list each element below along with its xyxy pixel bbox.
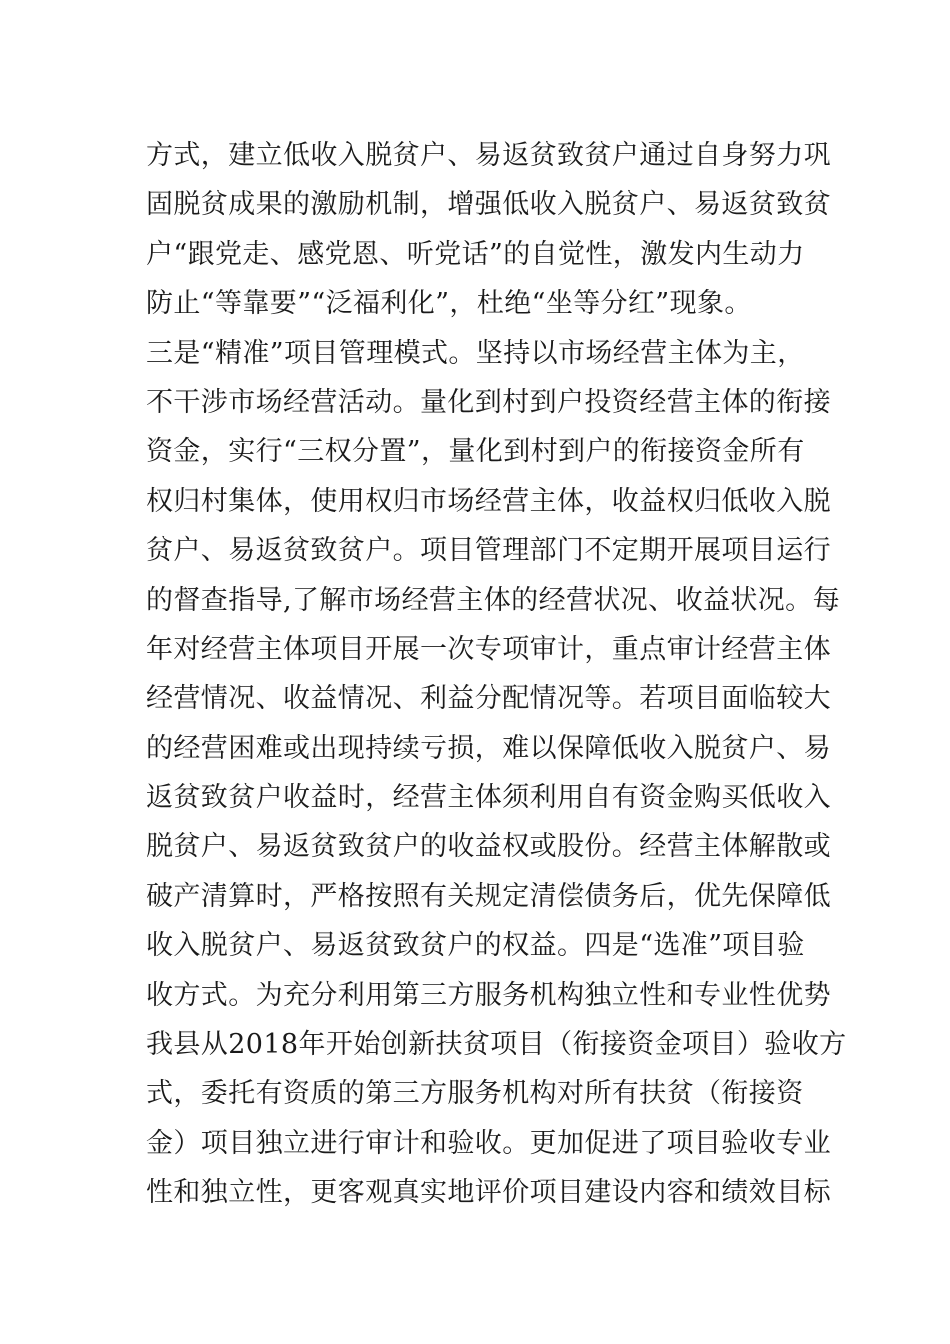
- text-line: 收方式。为充分利用第三方服务机构独立性和专业性优势: [146, 979, 831, 1011]
- text-line: 破产清算时，严格按照有关规定清偿债务后，优先保障低: [146, 880, 831, 912]
- text-line: 式，委托有资质的第三方服务机构对所有扶贫（衔接资: [146, 1078, 804, 1110]
- text-line: 权归村集体，使用权归市场经营主体，收益权归低收入脱: [146, 485, 831, 517]
- text-line: 不干涉市场经营活动。量化到村到户投资经营主体的衔接: [146, 386, 831, 418]
- text-line: 脱贫户、易返贫致贫户的收益权或股份。经营主体解散或: [146, 831, 831, 863]
- text-line: 年对经营主体项目开展一次专项审计，重点审计经营主体: [146, 633, 831, 665]
- text-line: 资金，实行“三权分置”，量化到村到户的衔接资金所有: [146, 436, 805, 468]
- text-line: 返贫致贫户收益时，经营主体须利用自有资金购买低收入: [146, 782, 831, 814]
- text-line: 防止“等靠要”“泛福利化”，杜绝“坐等分红”现象。: [146, 288, 752, 320]
- text-line: 的督查指导,了解市场经营主体的经营状况、收益状况。每: [146, 584, 840, 616]
- text-line: 收入脱贫户、易返贫致贫户的权益。四是“选准”项目验: [146, 930, 805, 962]
- text-line: 金）项目独立进行审计和验收。更加促进了项目验收专业: [146, 1127, 831, 1159]
- text-line: 贫户、易返贫致贫户。项目管理部门不定期开展项目运行: [146, 535, 831, 567]
- text-line: 我县从2018年开始创新扶贫项目（衔接资金项目）验收方: [146, 1029, 847, 1061]
- text-line: 户“跟党走、感党恩、听党话”的自觉性，激发内生动力: [146, 238, 805, 270]
- text-line: 经营情况、收益情况、利益分配情况等。若项目面临较大: [146, 683, 831, 715]
- text-line: 三是“精准”项目管理模式。坚持以市场经营主体为主，: [146, 337, 805, 369]
- text-line: 性和独立性，更客观真实地评价项目建设内容和绩效目标: [146, 1177, 831, 1209]
- text-line: 的经营困难或出现持续亏损，难以保障低收入脱贫户、易: [146, 732, 831, 764]
- body-text: [146, 131, 847, 1218]
- text-line: 固脱贫成果的激励机制，增强低收入脱贫户、易返贫致贫: [146, 189, 831, 221]
- text-line: 方式，建立低收入脱贫户、易返贫致贫户通过自身努力巩: [146, 140, 831, 171]
